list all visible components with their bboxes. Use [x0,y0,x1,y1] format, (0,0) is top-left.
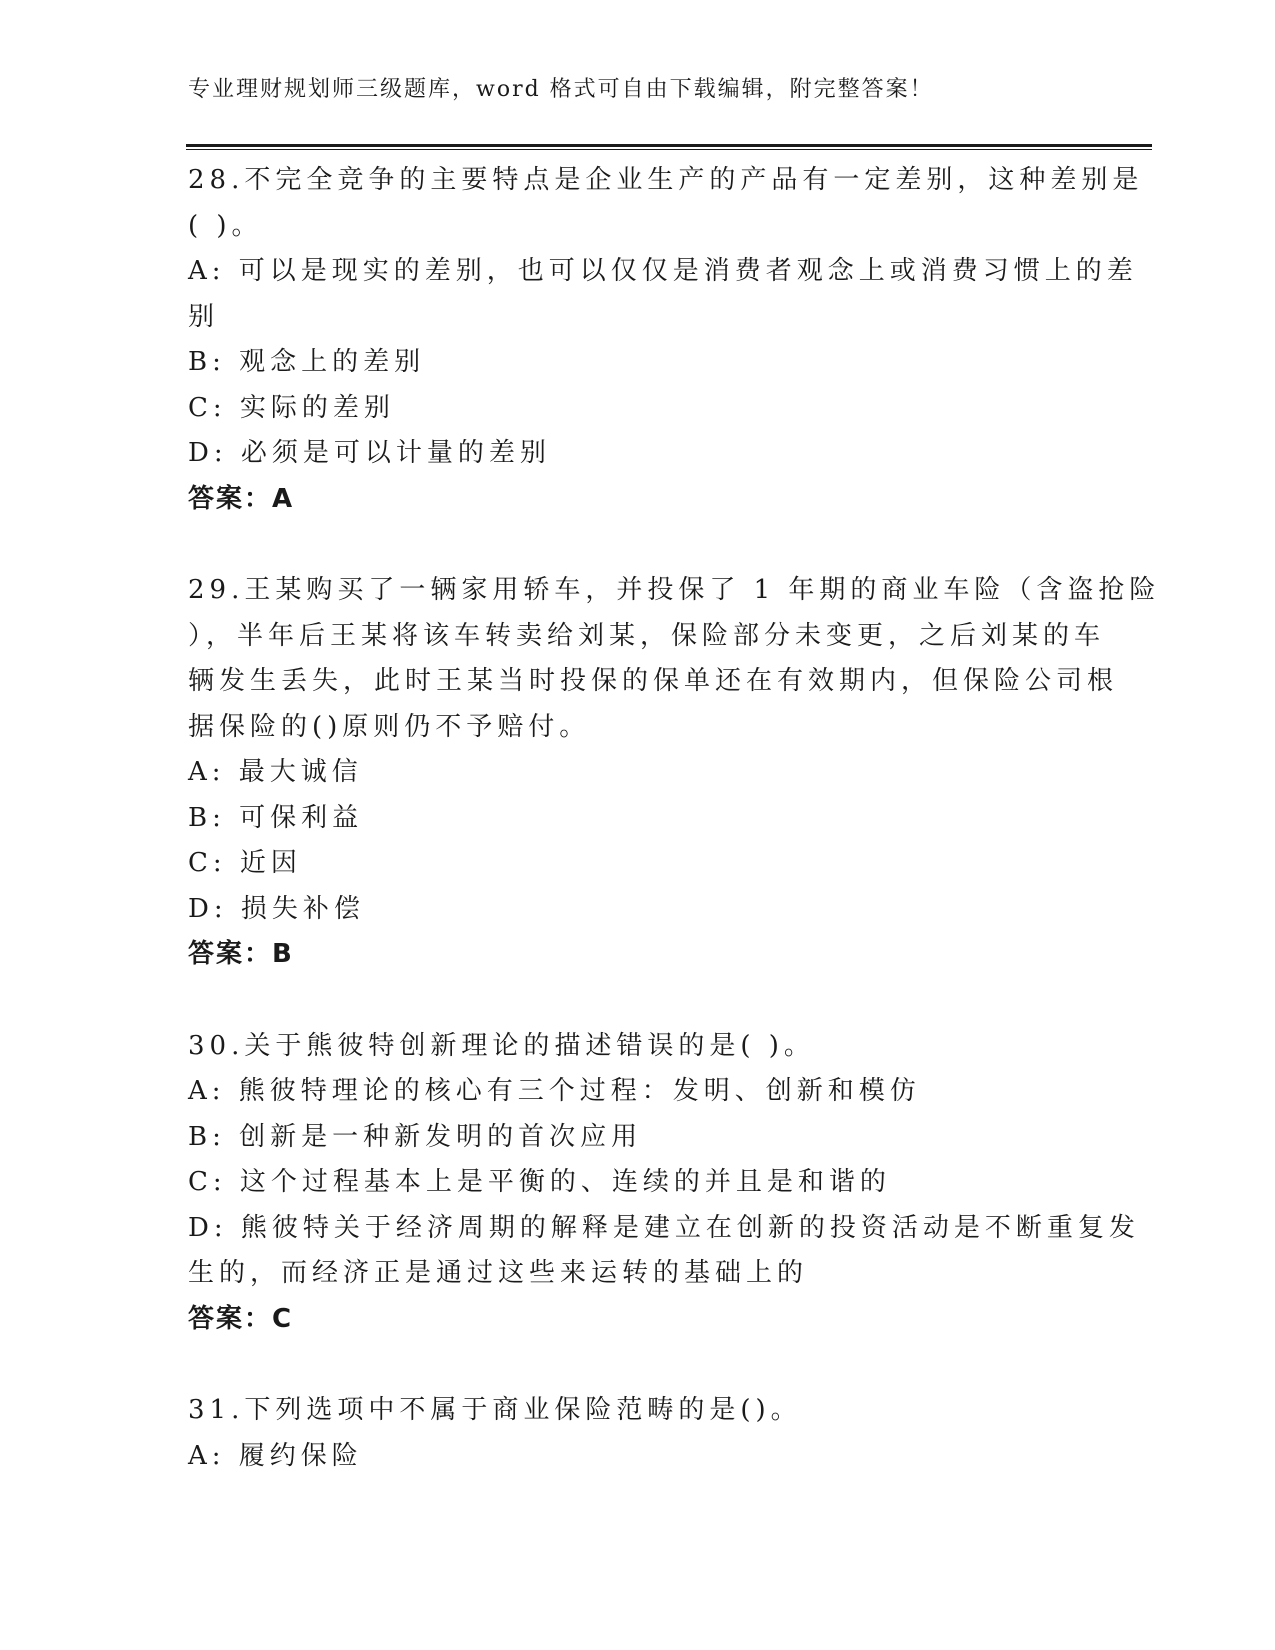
option-b: B: 创新是一种新发明的首次应用 [188,1121,643,1152]
option-d: D: 熊彼特关于经济周期的解释是建立在创新的投资活动是不断重复发 [188,1212,1140,1243]
option-b: B: 观念上的差别 [188,347,426,377]
question-stem-line: ( )。 [188,210,263,241]
option-c: C: 实际的差别 [188,392,395,423]
question-stem-line: 29.王某购买了一辆家用轿车，并投保了 1 年期的商业车险（含盗抢险 [188,575,1161,605]
option-c: C: 近因 [188,848,302,878]
option-a: A: 履约保险 [188,1440,363,1471]
option-a: A: 熊彼特理论的核心有三个过程：发明、创新和模仿 [188,1076,921,1106]
option-d: D: 损失补偿 [188,893,365,924]
option-d-continued: 生的，而经济正是通过这些来运转的基础上的 [188,1258,809,1288]
page-header: 专业理财规划师三级题库，word 格式可自由下载编辑，附完整答案！ [188,77,934,102]
option-a-continued: 别 [188,301,220,332]
question-31 [188,1388,1088,1479]
question-30 [188,1024,1140,1343]
answer: 答案：C [188,1303,294,1334]
question-stem-line: 辆发生丢失，此时王某当时投保的保单还在有效期内，但保险公司根 [188,666,1119,696]
header-divider-thick [186,144,1152,147]
option-a: A: 可以是现实的差别，也可以仅仅是消费者观念上或消费习惯上的差 [188,256,1138,286]
question-29 [188,568,1161,978]
option-b: B: 可保利益 [188,802,364,833]
option-a: A: 最大诚信 [188,757,363,787]
question-28 [188,158,1144,522]
option-c: C: 这个过程基本上是平衡的、连续的并且是和谐的 [188,1167,891,1197]
header-divider-thin [186,149,1152,150]
question-stem-line: 30.关于熊彼特创新理论的描述错误的是( )。 [188,1030,815,1061]
answer: 答案：A [188,483,295,514]
answer: 答案：B [188,939,294,969]
question-list [188,158,1161,1525]
header-divider [186,144,1152,151]
question-stem-line: ），半年后王某将该车转卖给刘某，保险部分未变更，之后刘某的车 [188,620,1106,651]
question-stem-line: 31.下列选项中不属于商业保险范畴的是()。 [188,1395,802,1425]
question-stem-line: 据保险的()原则仍不予赔付。 [188,711,591,742]
option-d: D: 必须是可以计量的差别 [188,438,551,468]
question-stem-line: 28.不完全竞争的主要特点是企业生产的产品有一定差别，这种差别是 [188,165,1144,195]
